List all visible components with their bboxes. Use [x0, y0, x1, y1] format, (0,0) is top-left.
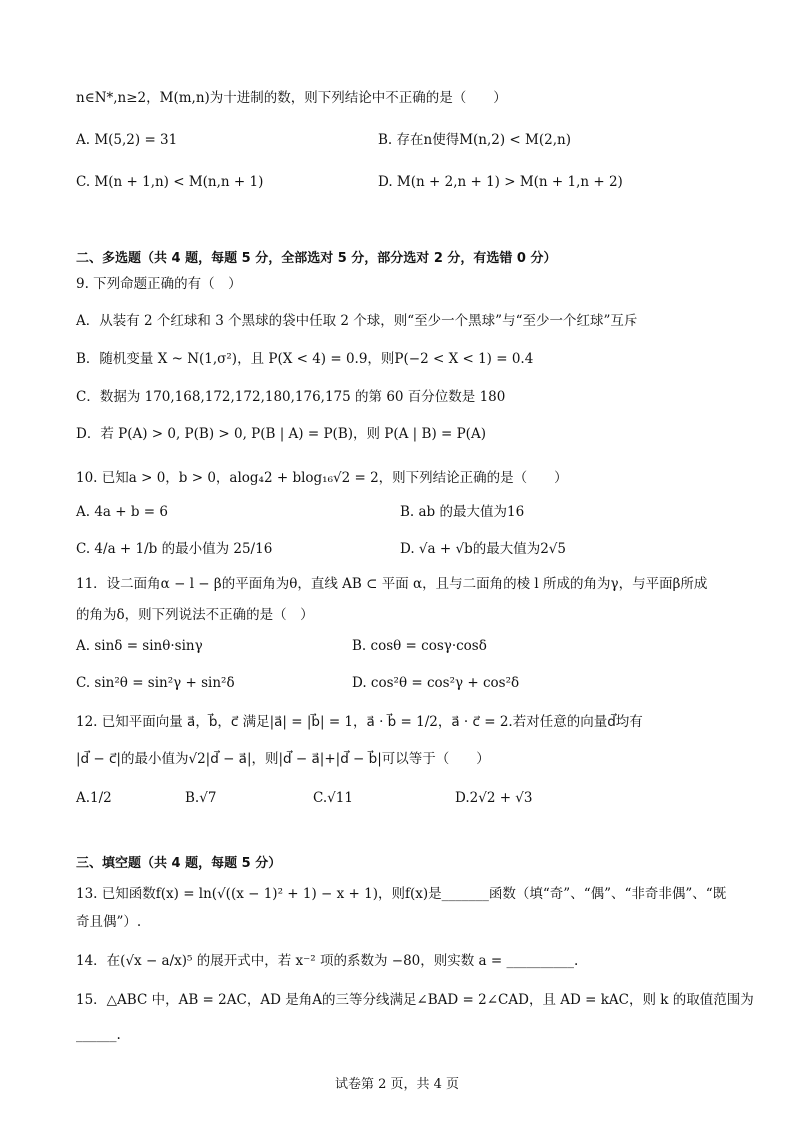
q8-option-b: B. 存在n使得M(n,2) < M(2,n): [378, 132, 571, 148]
q10-option-d: D. √a + √b的最大值为2√5: [400, 541, 566, 557]
q12-option-d: D.2√2 + √3: [455, 790, 533, 806]
q13-line2: 奇且偶”）.: [76, 914, 142, 930]
q9-stem: 9. 下列命题正确的有（ ）: [76, 276, 242, 292]
q11-stem-line1: 11．设二面角α − l − β的平面角为θ，直线 AB ⊂ 平面 α，且与二面角的棱 l 所成的角为γ，与平面β所成: [76, 576, 708, 592]
q11-option-c: C. sin²θ = sin²γ + sin²δ: [76, 675, 235, 691]
q8-option-a: A. M(5,2) = 31: [76, 132, 178, 148]
q13-line1: 13. 已知函数f(x) = ln(√((x − 1)² + 1) − x + 1)，则f(x)是_______函数（填“奇”、“偶”、“非奇非偶”、“既: [76, 886, 727, 902]
q10-stem: 10. 已知a > 0，b > 0，alog₄2 + blog₁₆√2 = 2，则下列结论正确的是（ ）: [76, 470, 568, 486]
q15-line1: 15．△ABC 中，AB = 2AC，AD 是角A的三等分线满足∠BAD = 2∠CAD，且 AD = kAC，则 k 的取值范围为: [76, 992, 754, 1008]
section-2-title: 二、多选题（共 4 题，每题 5 分，全部选对 5 分，部分选对 2 分，有选错 0 分）: [76, 251, 557, 266]
q9-option-a: A．从装有 2 个红球和 3 个黑球的袋中任取 2 个球，则“至少一个黑球”与“至少一个红球”互斥: [76, 313, 638, 329]
q9-option-b: B．随机变量 X ~ N(1,σ²)，且 P(X < 4) = 0.9，则P(−2 < X < 1) = 0.4: [76, 351, 534, 367]
q12-option-c: C.√11: [313, 790, 353, 806]
q12-option-a: A.1/2: [76, 790, 112, 806]
q8-stem: n∈N*,n≥2，M(m,n)为十进制的数，则下列结论中不正确的是（ ）: [76, 90, 507, 106]
q8-option-d: D. M(n + 2,n + 1) > M(n + 1,n + 2): [378, 174, 623, 190]
q9-option-c: C．数据为 170,168,172,172,180,176,175 的第 60 百分位数是 180: [76, 389, 506, 405]
q11-stem-line2: 的角为δ，则下列说法不正确的是（ ）: [76, 607, 314, 623]
q11-option-d: D. cos²θ = cos²γ + cos²δ: [352, 675, 520, 691]
q10-option-c: C. 4/a + 1/b 的最小值为 25/16: [76, 541, 273, 557]
q12-option-b: B.√7: [185, 790, 217, 806]
q14-line: 14．在(√x − a/x)⁵ 的展开式中，若 x⁻² 项的系数为 −80，则实数 a = __________.: [76, 953, 579, 969]
q8-option-c: C. M(n + 1,n) < M(n,n + 1): [76, 174, 264, 190]
q12-stem-line1: 12. 已知平面向量 a⃗，b⃗，c⃗ 满足|a⃗| = |b⃗| = 1，a⃗ · b⃗ = 1/2，a⃗ · c⃗ = 2.若对任意的向量d⃗均有: [76, 714, 643, 730]
q9-option-d: D．若 P(A) > 0, P(B) > 0, P(B | A) = P(B)，则 P(A | B) = P(A): [76, 426, 486, 442]
q12-stem-line2: |d⃗ − c⃗|的最小值为√2|d⃗ − a⃗|，则|d⃗ − a⃗|+|d⃗ − b⃗|可以等于（ ）: [76, 751, 490, 767]
q11-option-a: A. sinδ = sinθ·sinγ: [76, 638, 203, 654]
section-3-title: 三、填空题（共 4 题，每题 5 分）: [76, 856, 282, 871]
q10-option-b: B. ab 的最大值为16: [400, 504, 525, 520]
q15-line2: ______.: [76, 1027, 121, 1043]
q10-option-a: A. 4a + b = 6: [76, 504, 168, 520]
page-footer: 试卷第 2 页，共 4 页: [334, 1077, 460, 1092]
q11-option-b: B. cosθ = cosγ·cosδ: [352, 638, 487, 654]
